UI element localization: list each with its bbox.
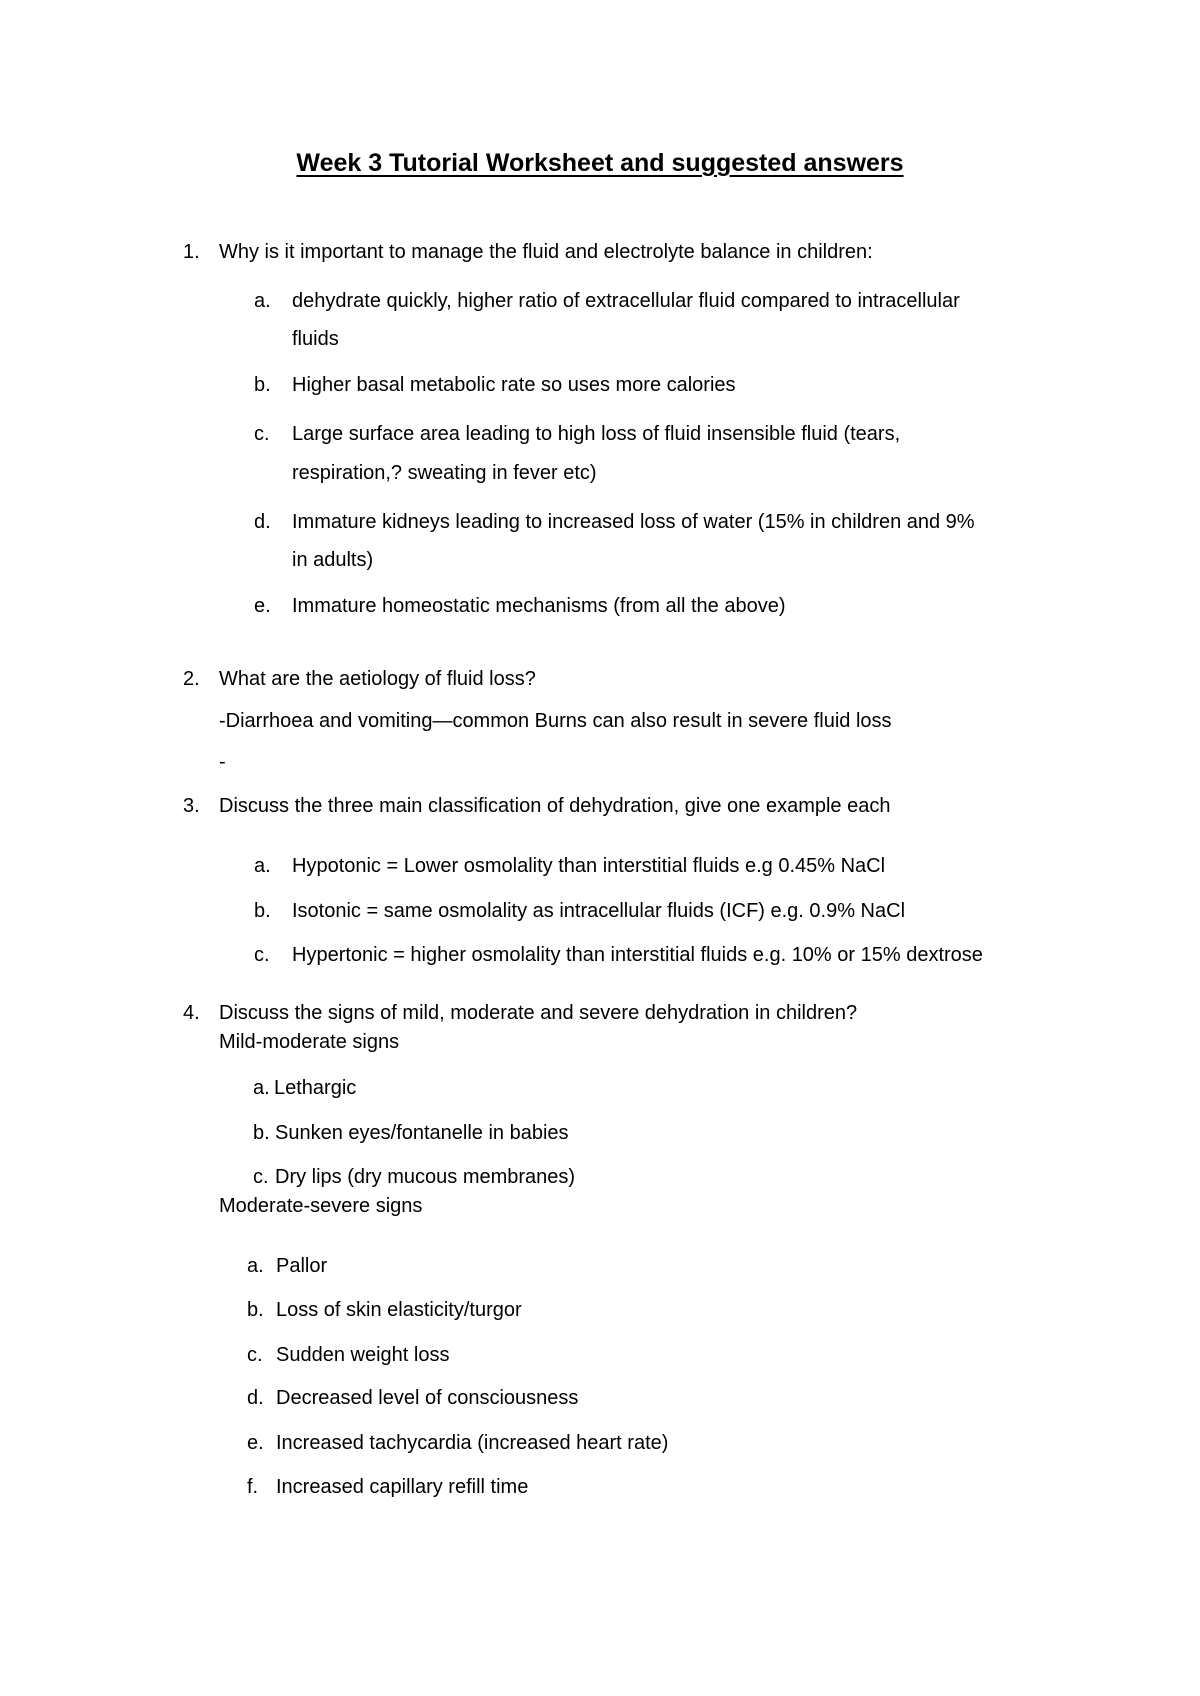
q1-item-a-line1: dehydrate quickly, higher ratio of extracellular fluid compared to intracellular: [292, 290, 960, 312]
q1-number: 1.: [183, 241, 200, 263]
q4-severe-heading: Moderate-severe signs: [219, 1195, 423, 1217]
q1-item-d-letter: d.: [254, 511, 271, 533]
q4-severe-item-f-letter: f.: [247, 1476, 259, 1498]
q4-severe-item-e-text: Increased tachycardia (increased heart rate): [276, 1432, 669, 1454]
q3-item-a-letter: a.: [254, 855, 271, 877]
q3-number: 3.: [183, 795, 200, 817]
q4-severe-item-c-letter: c.: [247, 1344, 263, 1366]
q4-severe-item-e-letter: e.: [247, 1432, 264, 1454]
q3-item-c-letter: c.: [254, 944, 270, 966]
q2-text: What are the aetiology of fluid loss?: [219, 668, 536, 690]
q4-severe-item-a-letter: a.: [247, 1255, 264, 1277]
q4-severe-item-a-text: Pallor: [276, 1255, 328, 1277]
q4-severe-item-b-text: Loss of skin elasticity/turgor: [276, 1299, 522, 1321]
q2-dash: -: [219, 751, 226, 773]
q4-mild-heading: Mild-moderate signs: [219, 1031, 400, 1053]
q1-item-c-line2: respiration,? sweating in fever etc): [292, 462, 597, 484]
q4-mild-item-c-letter: c.: [253, 1166, 269, 1188]
q3-text: Discuss the three main classification of dehydration, give one example each: [219, 795, 891, 817]
q4-text: Discuss the signs of mild, moderate and severe dehydration in children?: [219, 1002, 858, 1024]
q4-mild-item-b-letter: b.: [253, 1122, 270, 1144]
q1-item-e-line1: Immature homeostatic mechanisms (from all the above): [292, 595, 786, 617]
q4-mild-item-b-text: Sunken eyes/fontanelle in babies: [275, 1122, 569, 1144]
q4-mild-item-a-text: Lethargic: [274, 1077, 357, 1099]
q4-mild-item-a-letter: a.: [253, 1077, 270, 1099]
q1-item-b-letter: b.: [254, 374, 271, 396]
q1-item-a-line2: fluids: [292, 328, 339, 350]
q4-severe-item-c-text: Sudden weight loss: [276, 1344, 450, 1366]
q4-severe-item-b-letter: b.: [247, 1299, 264, 1321]
q1-item-b-line1: Higher basal metabolic rate so uses more calories: [292, 374, 736, 396]
q4-mild-item-c-text: Dry lips (dry mucous membranes): [275, 1166, 576, 1188]
q3-item-a-text: Hypotonic = Lower osmolality than interstitial fluids e.g 0.45% NaCl: [292, 855, 886, 877]
q1-item-c-letter: c.: [254, 423, 270, 445]
q1-item-a-letter: a.: [254, 290, 271, 312]
q2-answer: -Diarrhoea and vomiting—common Burns can also result in severe fluid loss: [219, 710, 892, 732]
q1-item-e-letter: e.: [254, 595, 271, 617]
q4-severe-item-d-text: Decreased level of consciousness: [276, 1387, 579, 1409]
q1-text: Why is it important to manage the fluid and electrolyte balance in children:: [219, 241, 873, 263]
q4-severe-item-d-letter: d.: [247, 1387, 264, 1409]
q3-item-b-text: Isotonic = same osmolality as intracellular fluids (ICF) e.g. 0.9% NaCl: [292, 900, 906, 922]
q3-item-c-text: Hypertonic = higher osmolality than interstitial fluids e.g. 10% or 15% dextrose: [292, 944, 983, 966]
q1-item-d-line2: in adults): [292, 549, 374, 571]
q4-number: 4.: [183, 1002, 200, 1024]
q2-number: 2.: [183, 668, 200, 690]
q1-item-d-line1: Immature kidneys leading to increased loss of water (15% in children and 9%: [292, 511, 975, 533]
page-title: Week 3 Tutorial Worksheet and suggested answers: [296, 149, 904, 177]
q3-item-b-letter: b.: [254, 900, 271, 922]
q4-severe-item-f-text: Increased capillary refill time: [276, 1476, 529, 1498]
q1-item-c-line1: Large surface area leading to high loss of fluid insensible fluid (tears,: [292, 423, 901, 445]
